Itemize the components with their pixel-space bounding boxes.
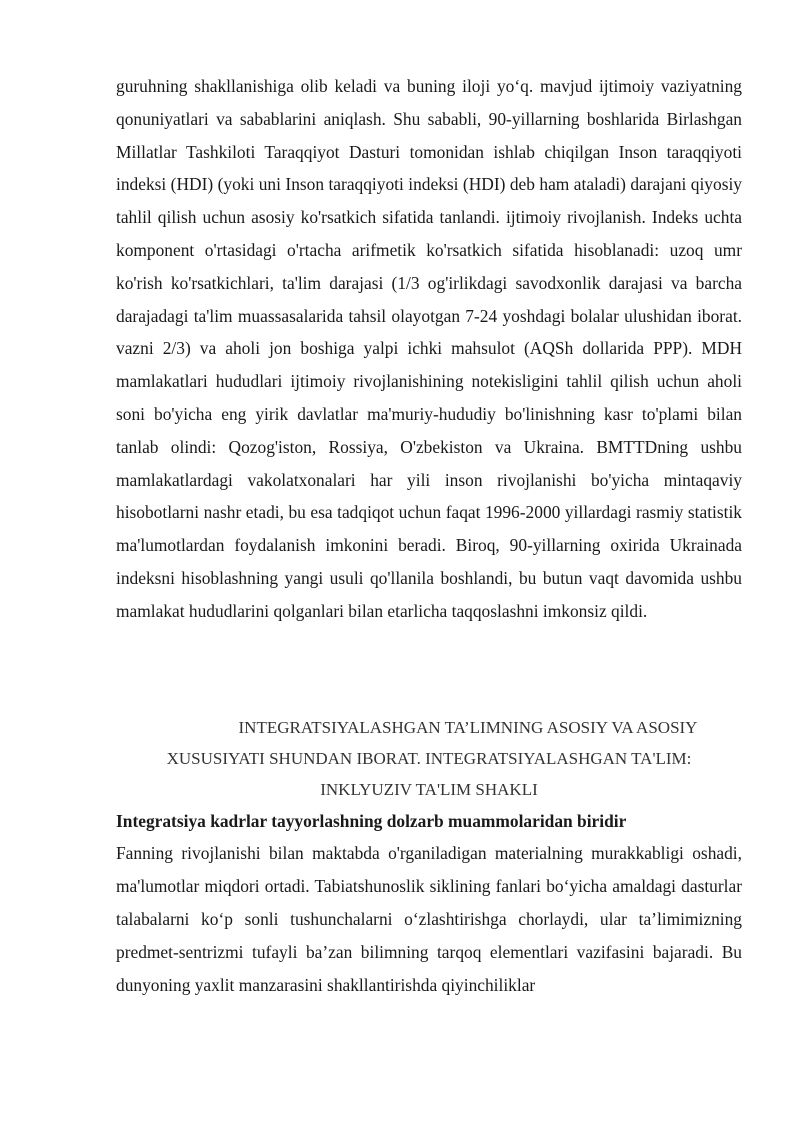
heading-line-2: XUSUSIYATI SHUNDAN IBORAT. INTEGRATSIYALASHGAN TA'LIM: [166, 748, 692, 768]
body-paragraph-2: Fanning rivojlanishi bilan maktabda o'rganiladigan materialning murakkabligi oshadi, ma'lumotlar miqdori ortadi. Tabiatshunoslik siklining fanlari bo‘yicha amaldagi dasturlar talabalarni ko‘p sonli tushunchalarni o‘zlashtirishga chorlaydi, ular ta’limimizning predmet-sentrizmi tufayli ba’zan bilimning tarqoq elementlari vazifasini bajaradi. Bu dunyoning yaxlit manzarasini shakllantirishda qiyinchiliklar [116, 843, 742, 995]
section-heading [116, 712, 742, 805]
section-subheading: Integratsiya kadrlar tayyorlashning dolzarb muammolaridan biridir [116, 810, 627, 831]
heading-line-3: INKLYUZIV TA'LIM SHAKLI [320, 779, 538, 799]
document-page [116, 70, 742, 1001]
body-paragraph-1: guruhning shakllanishiga olib keladi va buning iloji yo‘q. mavjud ijtimoiy vaziyatning qonuniyatlari va sabablarini aniqlash. Shu sababli, 90-yillarning boshlarida Birlashgan Millatlar Tashkiloti Taraqqiyot Dasturi tomonidan ishlab chiqilgan Inson taraqqiyoti indeksi (HDI) (yoki uni Inson taraqqiyoti indeksi (HDI) deb ham ataladi) darajani qiyosiy tahlil qilish uchun asosiy ko'rsatkich sifatida tanlandi. ijtimoiy rivojlanish. Indeks uchta komponent o'rtasidagi o'rtacha arifmetik ko'rsatkich sifatida hisoblanadi: uzoq umr ko'rish ko'rsatkichlari, ta'lim darajasi (1/3 og'irlikdagi savodxonlik darajasi va barcha darajadagi ta'lim muassasalarida tahsil olayotgan 7-24 yoshdagi bolalar ulushidan iborat. vazni 2/3) va aholi jon boshiga yalpi ichki mahsulot (AQSh dollarida PPP). MDH mamlakatlari hududlari ijtimoiy rivojlanishining notekisligini tahlil qilish uchun aholi soni bo'yicha eng yirik davlatlar ma'muriy-hududiy bo'linishning kasr to'plami bilan tanlab olindi: Qozog'iston, Rossiya, O'zbekiston va Ukraina. BMTTDning ushbu mamlakatlardagi vakolatxonalari har yili inson rivojlanishi bo'yicha mintaqaviy hisobotlarni nashr etadi, bu esa tadqiqot uchun faqat 1996-2000 yillardagi rasmiy statistik ma'lumotlardan foydalanish imkonini beradi. Biroq, 90-yillarning oxirida Ukrainada indeksni hisoblashning yangi usuli qo'llanila boshlandi, bu butun vaqt davomida ushbu mamlakat hududlarini qolganlari bilan etarlicha taqqoslashni imkonsiz qildi. [116, 76, 742, 621]
heading-line-1: INTEGRATSIYALASHGAN TA’LIMNING ASOSIY VA ASOSIY [238, 717, 698, 737]
